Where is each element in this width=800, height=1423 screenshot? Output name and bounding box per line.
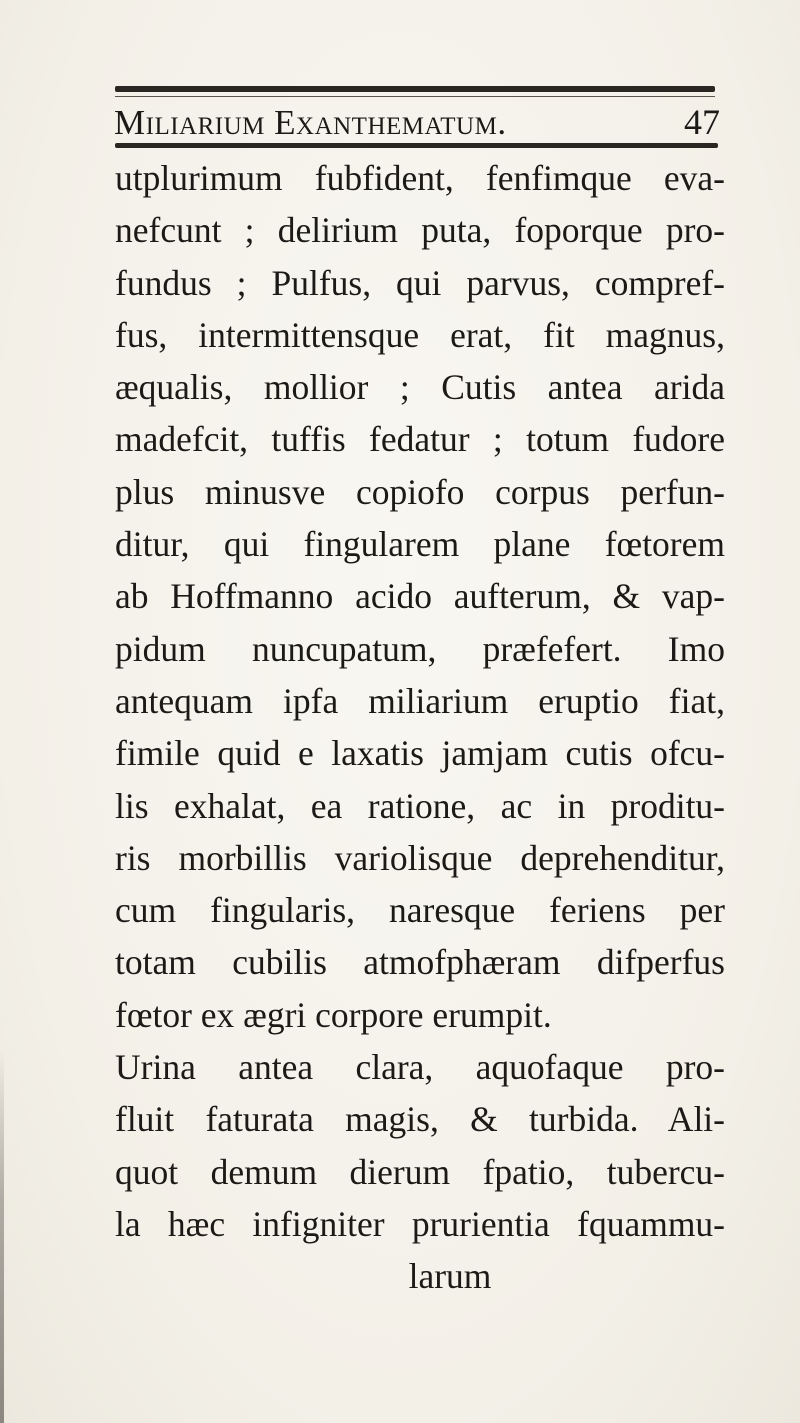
text-line: nefcunt ; delirium puta, foporque pro- bbox=[115, 210, 725, 251]
text-line: fus, intermittensque erat, fit magnus, bbox=[115, 314, 725, 355]
text-line: lis exhalat, ea ratione, ac in proditu- bbox=[115, 785, 725, 826]
text-line: antequam ipfa miliarium eruptio fiat, bbox=[115, 680, 725, 721]
text-line: fluit faturata magis, & turbida. Ali- bbox=[115, 1099, 725, 1140]
text-line: cum fingularis, naresque feriens per bbox=[115, 890, 725, 931]
page-edge-shadow bbox=[0, 1050, 4, 1423]
header-top-rule bbox=[115, 86, 715, 92]
page-number: 47 bbox=[684, 102, 720, 142]
page-header bbox=[114, 96, 724, 140]
text-line: ris morbillis variolisque deprehenditur, bbox=[115, 837, 725, 878]
text-line: utplurimum fubfident, fenfimque eva- bbox=[115, 158, 725, 198]
text-line: quot demum dierum fpatio, tubercu- bbox=[115, 1151, 725, 1192]
text-line: totam cubilis atmofphæram difperfus bbox=[115, 942, 725, 983]
text-line: madefcit, tuffis fedatur ; totum fudore bbox=[115, 419, 725, 460]
text-line: fimile quid e laxatis jamjam cutis ofcu- bbox=[115, 733, 725, 774]
text-line: æqualis, mollior ; Cutis antea arida bbox=[115, 367, 725, 408]
header-bottom-rule bbox=[115, 143, 718, 148]
text-line: fundus ; Pulfus, qui parvus, compref- bbox=[115, 262, 725, 303]
running-title: Miliarium Exanthematum. bbox=[114, 103, 507, 142]
body-text bbox=[115, 152, 735, 1303]
text-line: fœtor ex ægri corpore erumpit. bbox=[115, 994, 552, 1035]
text-line: ab Hoffmanno acido aufterum, & vap- bbox=[115, 576, 725, 617]
text-line: pidum nuncupatum, præfefert. Imo bbox=[115, 628, 725, 669]
text-line: ditur, qui fingularem plane fœtorem bbox=[115, 524, 725, 565]
text-line: Urina antea clara, aquofaque pro- bbox=[115, 1047, 725, 1088]
text-line: plus minusve copiofo corpus perfun- bbox=[115, 471, 725, 512]
catchword: larum bbox=[408, 1256, 492, 1297]
text-line: la hæc infigniter prurientia fquammu- bbox=[115, 1203, 725, 1244]
